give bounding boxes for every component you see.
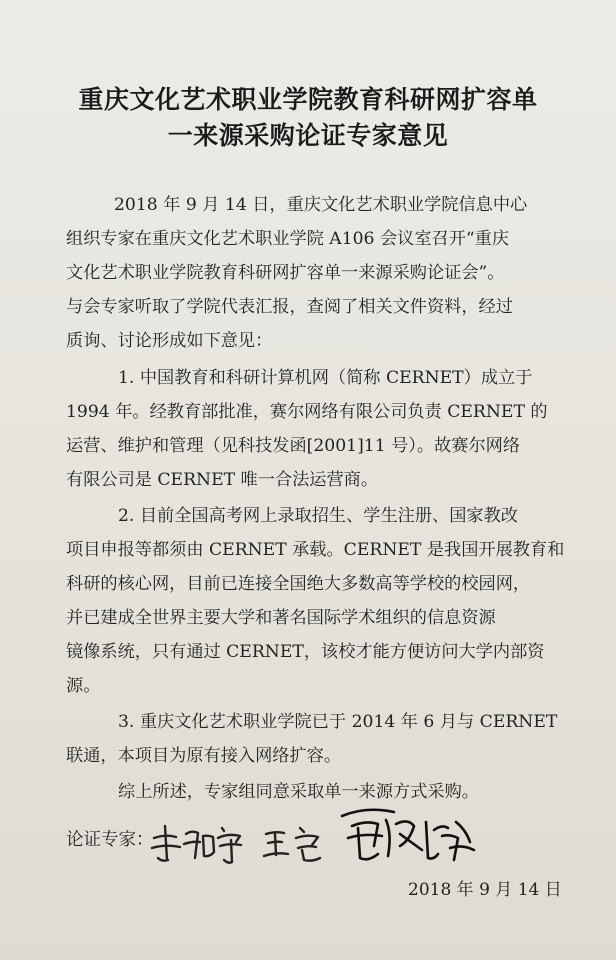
item-3-line-1: 3. 重庆文化艺术职业学院已于 2014 年 6 月与 CERNET — [118, 712, 558, 732]
item-2-line-2: 项目申报等都须由 CERNET 承载。CERNET 是我国开展教育和 — [66, 540, 565, 560]
item-2-line-3: 科研的核心网，目前已连接全国绝大多数高等学校的校园网， — [66, 574, 531, 594]
paragraph-1-line-2: 组织专家在重庆文化艺术职业学院 A106 会议室召开“重庆 — [66, 229, 510, 249]
item-1-line-2: 1994 年。经教育部批准，赛尔网络有限公司负责 CERNET 的 — [66, 402, 548, 422]
item-1-line-3: 运营、维护和管理（见科技发函[2001]11 号）。故赛尔网络 — [66, 436, 521, 456]
paragraph-1-line-1: 2018 年 9 月 14 日，重庆文化艺术职业学院信息中心 — [114, 195, 528, 215]
item-2-line-4: 并已建成全世界主要大学和著名国际学术组织的信息资源 — [66, 608, 496, 628]
signature-3-handwritten — [338, 800, 478, 870]
item-2-line-6: 源。 — [66, 676, 101, 696]
conclusion-line: 综上所述，专家组同意采取单一来源方式采购。 — [118, 782, 479, 802]
signatures — [148, 800, 478, 870]
paragraph-1-line-5: 质询、讨论形成如下意见： — [66, 331, 273, 351]
document-title-line-2: 一来源采购论证专家意见 — [167, 121, 449, 150]
paragraph-1-line-4: 与会专家听取了学院代表汇报，查阅了相关文件资料，经过 — [66, 297, 513, 317]
item-1-line-4: 有限公司是 CERNET 唯一合法运营商。 — [66, 470, 379, 490]
signature-1-handwritten — [148, 800, 248, 870]
paragraph-1-line-3: 文化艺术职业学院教育科研网扩容单一来源采购论证会”。 — [66, 263, 505, 283]
item-1-line-1: 1. 中国教育和科研计算机网（简称 CERNET）成立于 — [118, 368, 533, 388]
item-3-line-2: 联通，本项目为原有接入网络扩容。 — [66, 746, 342, 766]
item-2-line-1: 2. 目前全国高考网上录取招生、学生注册、国家教改 — [118, 506, 518, 526]
item-2-line-5: 镜像系统，只有通过 CERNET，该校才能方便访问大学内部资 — [66, 642, 545, 662]
document-title-line-1: 重庆文化艺术职业学院教育科研网扩容单 — [78, 85, 538, 114]
signature-2-handwritten — [260, 800, 330, 870]
signature-label: 论证专家： — [66, 830, 154, 850]
document-date: 2018 年 9 月 14 日 — [408, 880, 562, 900]
